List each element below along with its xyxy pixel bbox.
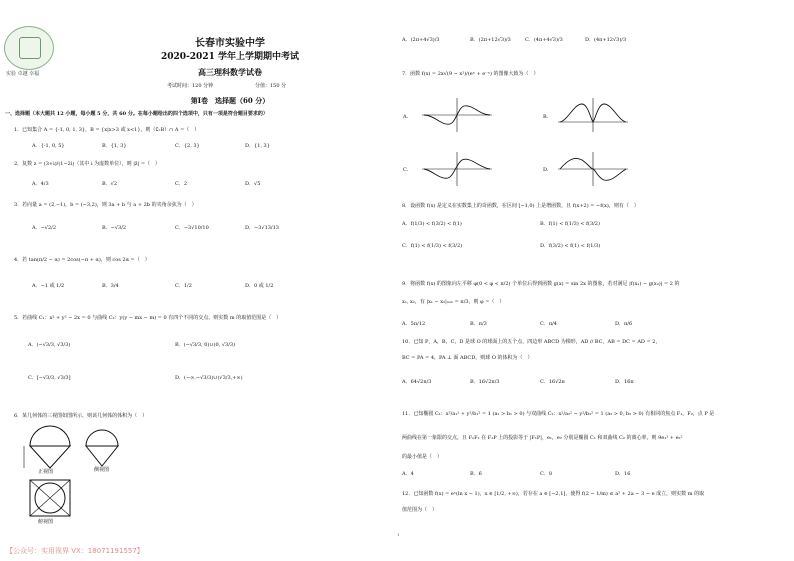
exam-term: 2020-2021 学年上学期期中考试 — [161, 52, 299, 62]
question-7: 7．函数 f(x) = 2x√(9 − x²)/(eˣ + e⁻ˣ) 的图像大致为（ ） — [402, 71, 539, 77]
q7-label-c: C. — [403, 167, 409, 173]
q7-graph-b — [558, 98, 628, 132]
question-1: 1．已知集合 A = {-1, 0, 1, 3}，B = {x|x>3 或 x<1}，则（∁ᵣB）∩ A =（ ） — [14, 127, 200, 133]
q10-option-d: D．16π — [615, 379, 634, 385]
front-view-label: 正视图 — [38, 469, 54, 475]
q6-option-c: C．(4π+4√3)/3 — [525, 37, 563, 43]
q6-option-b: B．(2π+12√3)/3 — [470, 37, 511, 43]
q9-option-d: D．π/6 — [615, 321, 633, 327]
q10-option-c: C．16√2π — [540, 379, 565, 385]
page-number: 1 — [397, 532, 400, 537]
q2-option-d: D．√5 — [245, 181, 261, 187]
q2-option-a: A．4/3 — [32, 181, 49, 187]
q7-graph-c — [422, 152, 492, 186]
section-instructions: 一、选择题（本大题共 12 小题，每小题 5 分，共 60 分。在每小题给出的四个选项中，只有一项是符合题目要求的） — [5, 111, 268, 117]
graph-d-svg — [558, 152, 628, 186]
q7-label-b: B. — [543, 114, 549, 120]
three-view-figure — [16, 424, 126, 520]
q4-option-a: A．−1 或 1/2 — [32, 283, 65, 289]
question-11: 11．已知椭圆 C₁：x²/a₁² + y²/b₁² = 1 (a₁ > b₁ > 0) 与双曲线 C₂：x²/a₂² − y²/b₂² = 1 (a₂ > 0, b₂ > 0) 有相同的焦点 F₁，F₂，点 P 是 — [402, 411, 715, 417]
q4-option-b: B．3/4 — [102, 283, 119, 289]
logo-motto: 实验 卓越 幸福 — [6, 71, 40, 77]
q7-label-a: A. — [403, 114, 409, 120]
q1-option-a: A．{-1, 0, 5} — [32, 143, 65, 149]
question-10-cont: BC = PA = 4，PA ⊥ 面 ABCD，则球 O 的体积为（ ） — [402, 355, 533, 361]
question-11-cont: 两曲线在第一象限的交点，且 F₁F₂ 在 F₁P 上的投影等于 |F₁P|，e₁，e₂ 分别是椭圆 C₁ 和双曲线 C₂ 的离心率，则 9e₁² + e₂² — [402, 435, 683, 441]
school-logo — [4, 26, 54, 70]
question-9-cont: x₁, x₂，有 |x₁ − x₂|ₘᵢₙ = π/3，则 φ =（ ） — [402, 299, 505, 305]
q9-option-a: A．5π/12 — [402, 321, 426, 327]
q7-graph-d — [558, 152, 628, 186]
graph-c-svg — [422, 152, 492, 186]
question-10: 10．已知 P，A，B，C，D 是球 O 的球面上的五个点，四边形 ABCD 为梯形，AD // BC，AB = DC = AD = 2， — [402, 339, 661, 345]
question-12: 12．已知函数 f(x) = eˣ(ln x − 1)，x ∈ [1/2, +∞)，若存在 a ∈ [−2,1]，使得 f(2 − 1/m) ≤ a² + 2a − 3 − e 成立，则实数 m 的取 — [402, 491, 705, 497]
q5-option-c: C．[−√3/3, √3/3] — [28, 375, 71, 381]
q10-option-a: A．64√2π/3 — [402, 379, 432, 385]
q5-option-a: A．(−√3/3, √3/3) — [28, 342, 71, 348]
q11-option-b: B．6 — [470, 471, 482, 477]
q7-graph-a — [422, 98, 492, 132]
side-view-label: 侧视图 — [94, 467, 110, 473]
graph-a-svg — [422, 98, 492, 132]
logo-emblem-icon — [19, 37, 41, 59]
q11-option-d: D．16 — [615, 471, 631, 477]
question-12-cont: 值范围为（ ） — [402, 507, 438, 513]
q1-option-d: D．{1, 3} — [245, 143, 270, 149]
watermark-text: 【公众号：实用视界 VX：18071191557】 — [6, 547, 144, 555]
question-3: 3．若向量 a = (2,−1)，b = (−3,2)，则 3a + b 与 a + 2b 的夹角余弦为（ ） — [14, 202, 197, 208]
volume-title: 第Ⅰ卷 选择题（60 分） — [190, 96, 270, 105]
q4-option-c: C．1/2 — [175, 283, 192, 289]
q4-option-d: D．0 或 1/2 — [245, 283, 274, 289]
q6-option-d: D．(4π+12√3)/3 — [585, 37, 627, 43]
question-8: 8．设函数 f(x) 是定义在实数集上的奇函数，在区间 [−1,0) 上是增函数，且 f(x+2) = −f(x)，则有（ ） — [402, 203, 639, 209]
q1-option-b: B．{1, 3} — [102, 143, 127, 149]
top-view-label: 俯视图 — [38, 519, 54, 525]
q3-option-a: A．−√2/2 — [32, 225, 57, 231]
q11-option-c: C．8 — [540, 471, 553, 477]
q10-option-b: B．16√2π/3 — [470, 379, 500, 385]
question-5: 5．若曲线 C₁：x² + y² − 2x = 0 与曲线 C₂：y(y − mx − m) = 0 有四个不同的交点，则实数 m 的取值范围是（ ） — [14, 315, 282, 321]
q2-option-c: C．2 — [175, 181, 188, 187]
q3-option-c: C．−3√10/10 — [175, 225, 209, 231]
time-info: 考试时间：120 分钟 — [167, 83, 214, 89]
question-2: 2．复数 z = (3+i)/(1−2i)（其中 i 为虚数单位），则 |z̄| =（ ） — [14, 161, 161, 167]
q6-option-a: A．(2π+4√3)/3 — [402, 37, 440, 43]
score-info: 分值：150 分 — [255, 83, 287, 89]
q5-option-d: D．(−∞,−√3/3)∪(√3/3,+∞) — [175, 375, 243, 381]
school-name: 长春市实验中学 — [195, 38, 265, 49]
graph-b-svg — [558, 98, 628, 132]
q8-option-b: B．f(1) < f(1/3) < f(3/2) — [540, 221, 600, 227]
q8-option-a: A．f(1/3) < f(3/2) < f(1) — [402, 221, 462, 227]
q8-option-d: D．f(3/2) < f(1) < f(1/3) — [540, 243, 601, 249]
exam-subject: 高三理科数学试卷 — [198, 67, 262, 77]
q8-option-c: C．f(1) < f(1/3) < f(3/2) — [402, 243, 463, 249]
q3-option-b: B．−√3/2 — [102, 225, 127, 231]
question-6: 6．某几何体的三视图如图所示，则该几何体的体积为（ ） — [14, 413, 148, 419]
q3-option-d: D．−3√13/13 — [245, 225, 279, 231]
q1-option-c: C．{2, 3} — [175, 143, 200, 149]
q5-option-b: B．(−√3/3, 0)∪(0, √3/3) — [175, 342, 236, 348]
q7-label-d: D. — [543, 167, 549, 173]
three-view-drawing — [16, 424, 126, 520]
question-9: 9．将函数 f(x) 的图象向左平移 φ(0 < φ < π/2) 个单位后得到函数 g(x) = sin 2x 的图象，若对满足 |f(x₁) − g(x₂)| = 2 的 — [402, 281, 680, 287]
q9-option-b: B．π/3 — [470, 321, 487, 327]
question-4: 4．若 tan(π/2 − α) = 2cos(−π + α)，则 cos 2α =（ ） — [14, 257, 150, 263]
question-11-cont2: 的最小值是（ ） — [402, 454, 443, 460]
q9-option-c: C．π/4 — [540, 321, 557, 327]
q11-option-a: A．4 — [402, 471, 414, 477]
q2-option-b: B．√2 — [102, 181, 118, 187]
